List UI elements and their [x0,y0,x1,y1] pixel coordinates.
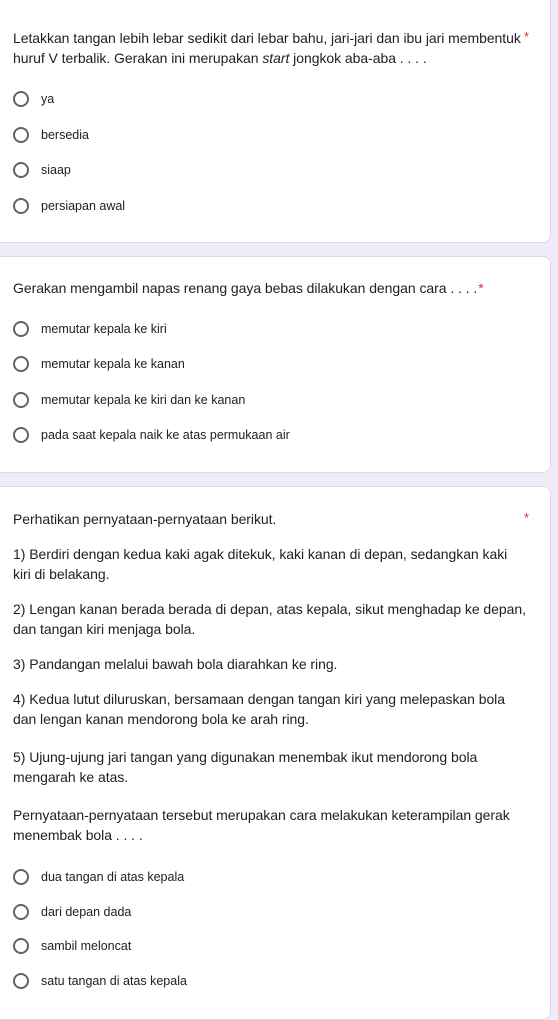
radio-button[interactable] [13,973,29,989]
option-persiapan-awal[interactable] [13,196,125,216]
option-label: memutar kepala ke kiri dan ke kanan [41,393,246,407]
radio-button[interactable] [13,427,29,443]
option-ya[interactable] [13,89,54,109]
question-title [13,278,530,298]
question-title-text: Gerakan mengambil napas renang gaya bebas dilakukan dengan cara . . . . [13,280,478,296]
required-asterisk: * [478,280,484,296]
option-kanan[interactable] [13,354,185,374]
option-kiri[interactable] [13,319,167,339]
option-label: memutar kepala ke kiri [41,322,167,336]
radio-button[interactable] [13,162,29,178]
option-depan-dada[interactable] [13,902,131,922]
option-label: sambil meloncat [41,939,132,953]
radio-button[interactable] [13,869,29,885]
option-label: ya [41,92,55,106]
option-label: dua tangan di atas kepala [41,870,185,884]
statement-3: 3) Pandangan melalui bawah bola diarahkan ke ring. [13,656,338,672]
question-title: Perhatikan pernyataan-pernyataan berikut. [13,511,277,527]
question-card-2 [0,256,551,473]
option-label: pada saat kepala naik ke atas permukaan air [41,428,290,442]
option-label: bersedia [41,128,89,142]
option-satu-tangan[interactable] [13,971,187,991]
option-kiri-dan-kanan[interactable] [13,390,245,410]
radio-button[interactable] [13,198,29,214]
option-bersedia[interactable] [13,125,89,145]
option-label: persiapan awal [41,199,126,213]
question-title-text-end: jongkok aba-aba . . . . [289,50,427,66]
statement-4: 4) Kedua lutut diluruskan, bersamaan dengan tangan kiri yang melepaskan bola dan lengan kanan mendorong bola ke arah ring. [13,691,505,727]
question-title [13,28,530,68]
statement-5: 5) Ujung-ujung jari tangan yang digunakan menembak ikut mendorong bola mengarah ke atas. [13,749,478,785]
option-label: siaap [41,163,71,177]
option-siaap[interactable] [13,160,71,180]
option-meloncat[interactable] [13,936,131,956]
statement-1: 1) Berdiri dengan kedua kaki agak ditekuk, kaki kanan di depan, sedangkan kaki kiri di belakang. [13,546,508,582]
radio-button[interactable] [13,356,29,372]
statement-2: 2) Lengan kanan berada berada di depan, atas kepala, sikut menghadap ke depan, dan tangan kiri menjaga bola. [13,601,526,637]
question-closing: Pernyataan-pernyataan tersebut merupakan cara melakukan keterampilan gerak menembak bola . . . . [13,807,510,843]
question-card-1 [0,0,551,243]
option-label: memutar kepala ke kanan [41,357,185,371]
radio-button[interactable] [13,904,29,920]
radio-button[interactable] [13,938,29,954]
required-asterisk: * [524,510,530,525]
radio-button[interactable] [13,392,29,408]
required-asterisk: * [524,29,530,44]
question-card-3 [0,486,551,1020]
radio-button[interactable] [13,127,29,143]
option-dua-tangan[interactable] [13,867,184,887]
question-title-italic: start [262,50,290,66]
radio-button[interactable] [13,321,29,337]
option-label: satu tangan di atas kepala [41,974,187,988]
option-label: dari depan dada [41,905,132,919]
option-permukaan-air[interactable] [13,425,290,445]
question-title-text: Letakkan tangan lebih lebar sedikit dari lebar bahu, jari-jari dan ibu jari membentuk huruf V terbalik. Gerakan ini merupakan [13,30,521,66]
radio-button[interactable] [13,91,29,107]
